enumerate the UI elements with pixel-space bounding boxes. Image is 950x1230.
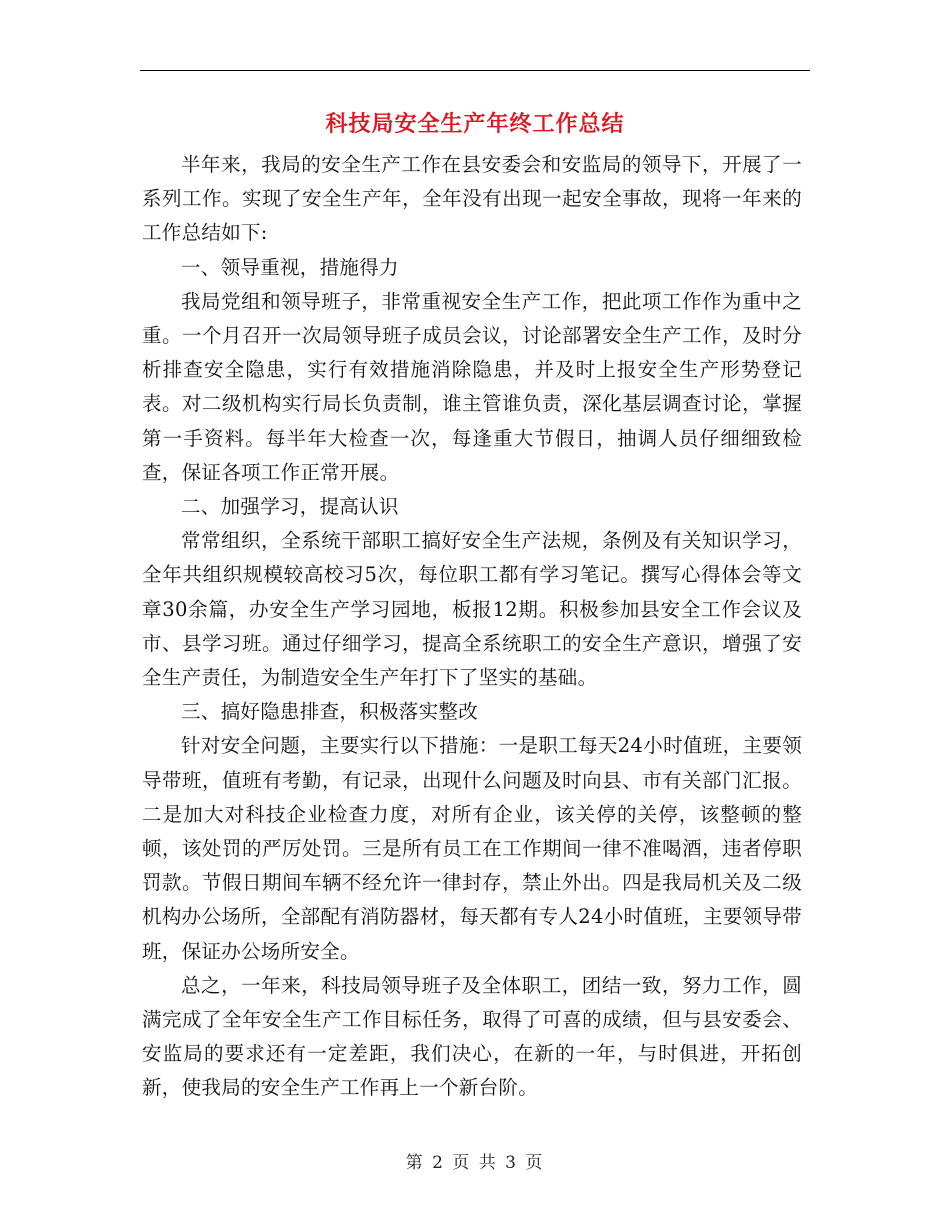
section-heading-1: 一、领导重视，措施得力: [181, 255, 399, 279]
section-3-paragraph: 针对安全问题，主要实行以下措施：一是职工每天24小时值班，主要领导带班，值班有考勤，有记录，出现什么问题及时向县、市有关部门汇报。二是加大对科技企业检查力度，对所有企业，该关停的关停，该整顿的整顿，该处罚的严厉处罚。三是所有员工在工作期间一律不准喝酒，违者停职罚款。节假日期间车辆不经允许一律封存，禁止外出。四是我局机关及二级机构办公场所，全部配有消防器材，每天都有专人24小时值班，主要领导带班，保证办公场所安全。: [142, 734, 802, 963]
section-2-paragraph: 常常组织，全系统干部职工搞好安全生产法规，条例及有关知识学习，全年共组织规模较高校习5次，每位职工都有学习笔记。撰写心得体会等文章30余篇，办安全生产学习园地，板报12期。积极参加县安全工作会议及市、县学习班。通过仔细学习，提高全系统职工的安全生产意识，增强了安全生产责任，为制造安全生产年打下了坚实的基础。: [142, 529, 802, 690]
intro-paragraph: 半年来，我局的安全生产工作在县安委会和安监局的领导下，开展了一系列工作。实现了安全生产年，全年没有出现一起安全事故，现将一年来的工作总结如下:: [142, 153, 802, 245]
section-heading-3: 三、搞好隐患排查，积极落实整改: [181, 700, 479, 724]
section-heading-2: 二、加强学习，提高认识: [181, 495, 399, 519]
document-body: [142, 148, 802, 1106]
page-number-footer: 第 2 页 共 3 页: [405, 1153, 545, 1173]
section-1-paragraph: 我局党组和领导班子，非常重视安全生产工作，把此项工作作为重中之重。一个月召开一次局领导班子成员会议，讨论部署安全生产工作，及时分析排查安全隐患，实行有效措施消除隐患，并及时上报安全生产形势登记表。对二级机构实行局长负责制，谁主管谁负责，深化基层调查讨论，掌握第一手资料。每半年大检查一次，每逢重大节假日，抽调人员仔细细致检查，保证各项工作正常开展。: [142, 289, 802, 484]
document-title: 科技局安全生产年终工作总结: [325, 112, 625, 137]
header-rule: [140, 70, 810, 71]
conclusion-paragraph: 总之，一年来，科技局领导班子及全体职工，团结一致，努力工作，圆满完成了全年安全生产工作目标任务，取得了可喜的成绩，但与县安委会、安监局的要求还有一定差距，我们决心，在新的一年，与时俱进，开拓创新，使我局的安全生产工作再上一个新台阶。: [142, 973, 802, 1100]
